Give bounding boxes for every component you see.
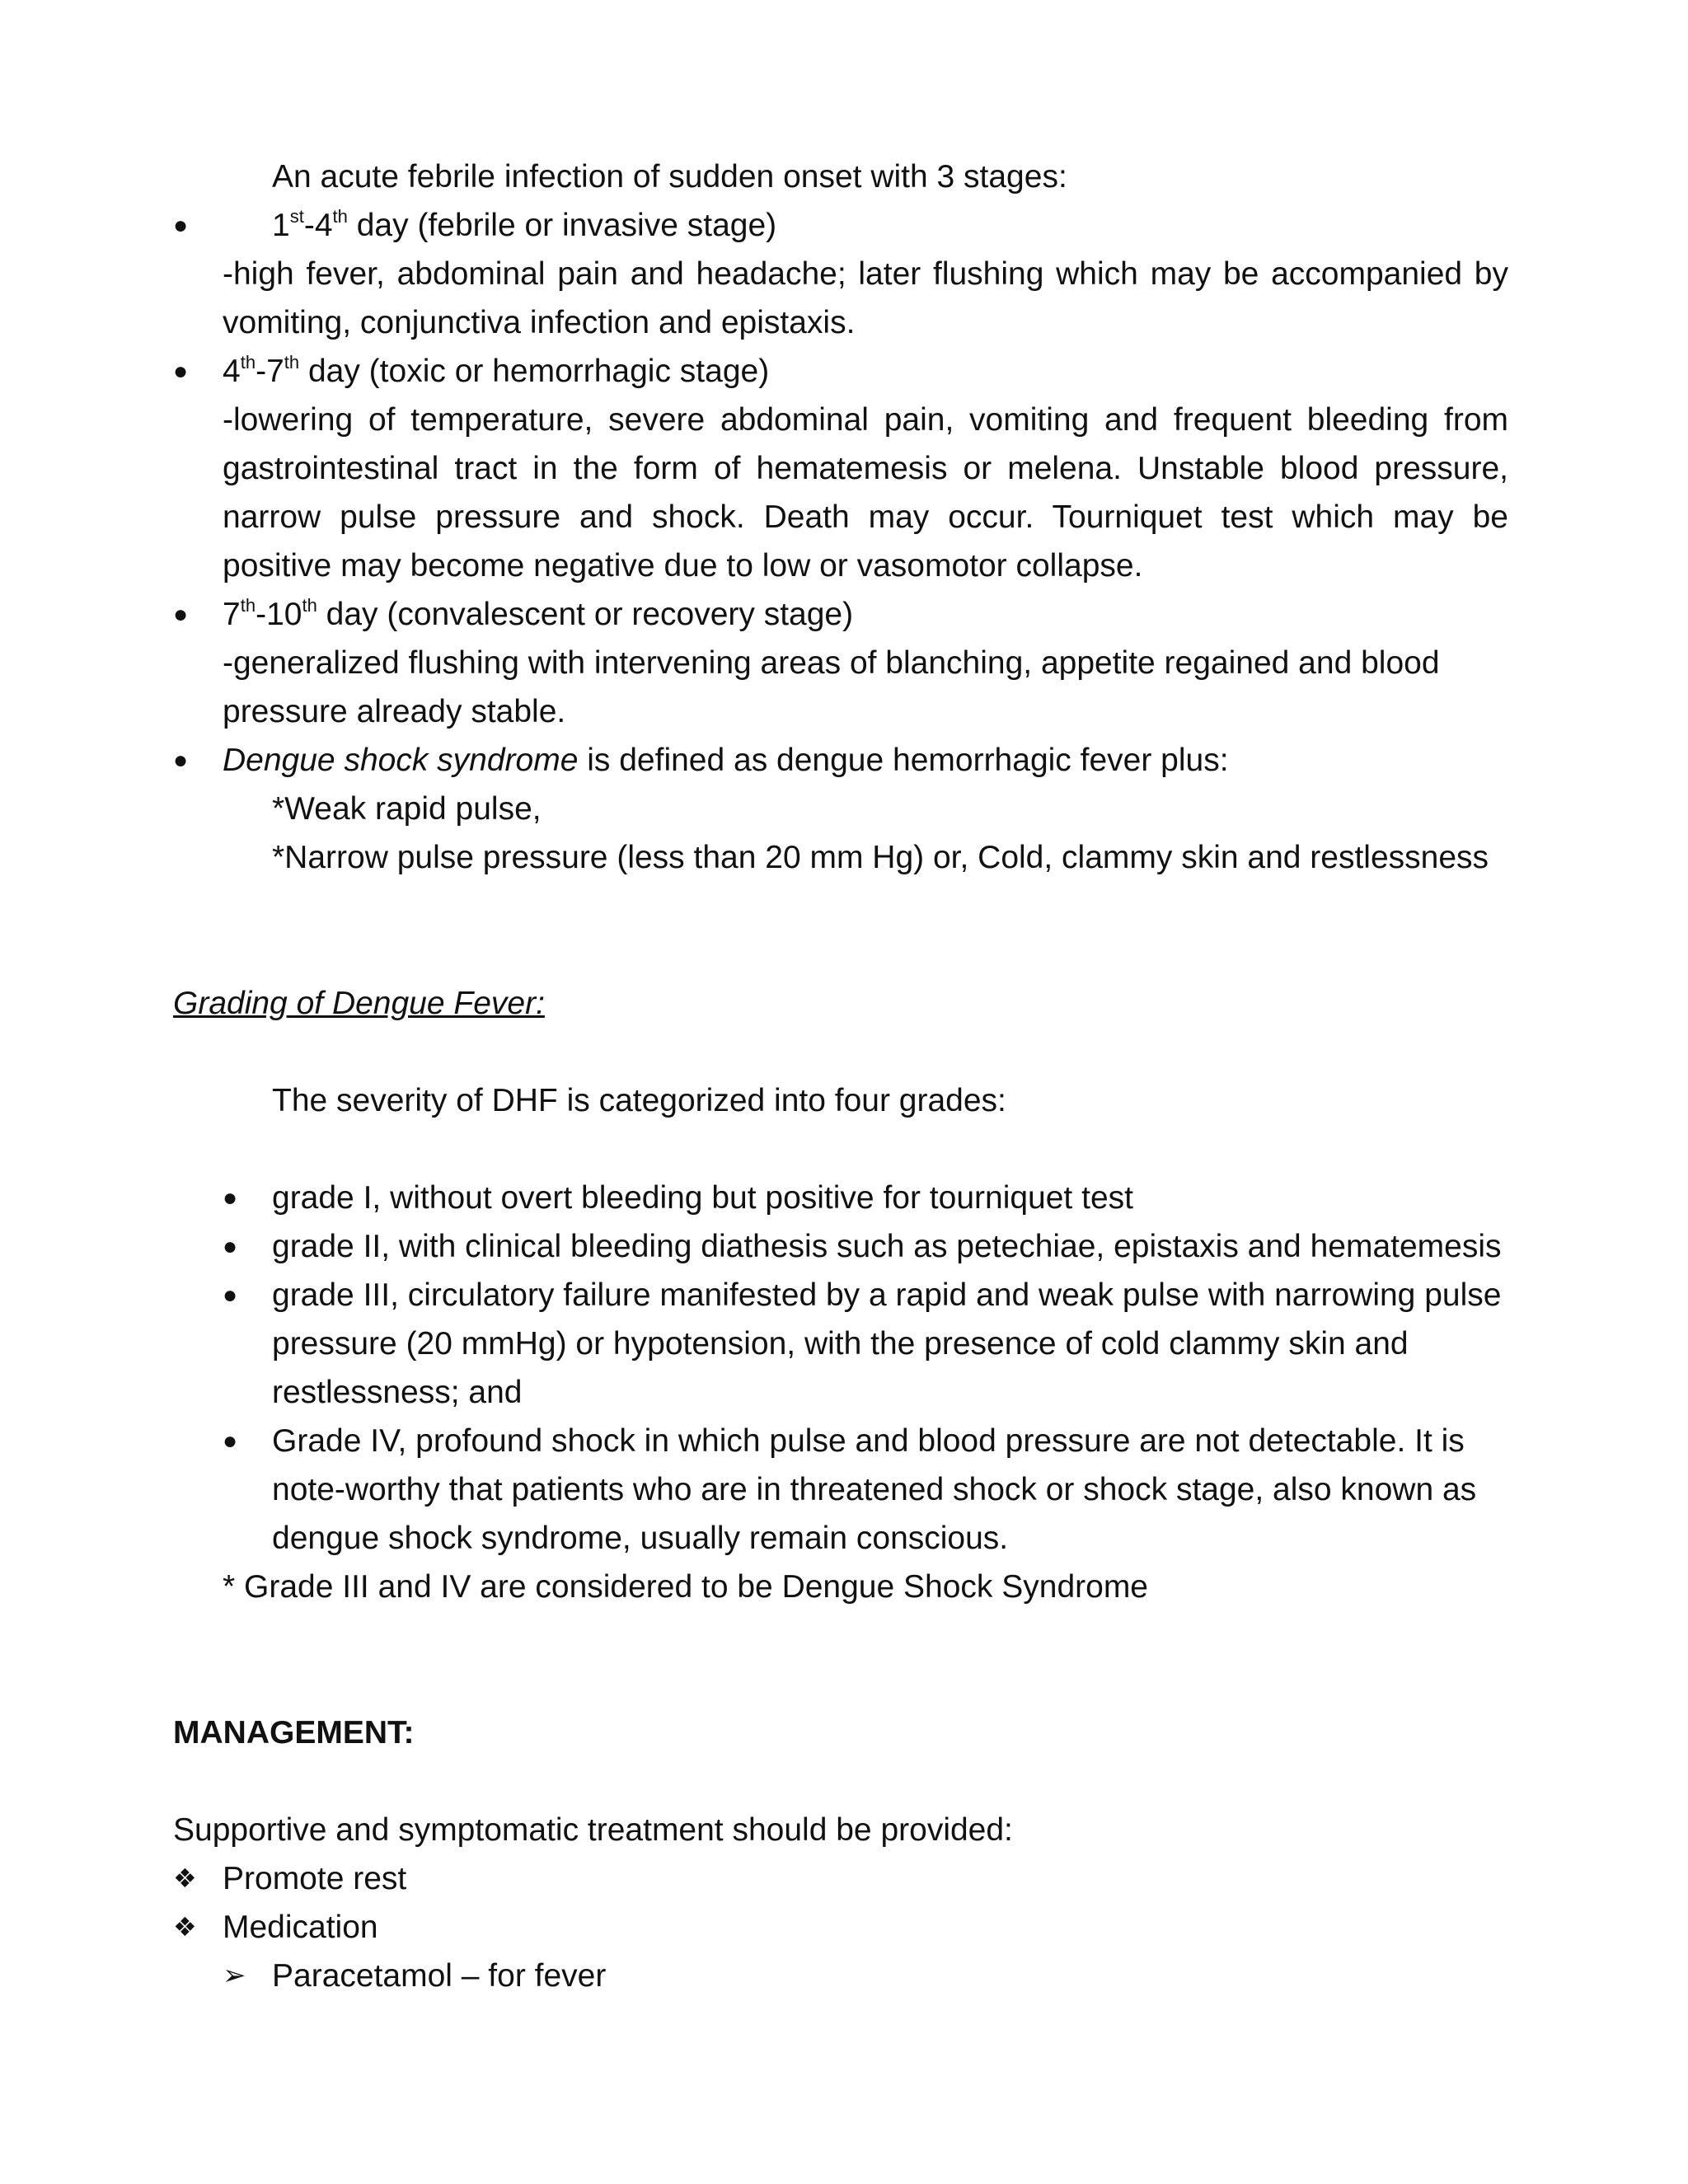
diamond-bullet-icon: ❖	[173, 1863, 197, 1893]
bullet-icon: ●	[223, 1184, 238, 1212]
grade-item-3-line: grade III, circulatory failure manifested by a rapid and weak pulse with narrowing pulse	[272, 1277, 1502, 1313]
stage-1-desc-line: -high fever, abdominal pain and headache; later flushing which may be accompanied by	[223, 256, 1508, 292]
dss-criterion: *Weak rapid pulse,	[272, 791, 542, 827]
grading-intro: The severity of DHF is categorized into four grades:	[272, 1083, 1006, 1118]
bullet-icon: ●	[223, 1427, 238, 1455]
diamond-bullet-icon: ❖	[173, 1912, 197, 1942]
grading-note: * Grade III and IV are considered to be Dengue Shock Syndrome	[223, 1569, 1149, 1605]
stage-3-desc-line: pressure already stable.	[223, 694, 566, 729]
management-heading: MANAGEMENT:	[173, 1715, 415, 1750]
management-intro: Supportive and symptomatic treatment should be provided:	[173, 1812, 1013, 1848]
bullet-icon: ●	[173, 747, 189, 774]
bullet-icon: ●	[173, 358, 189, 385]
grade-item-4-line: Grade IV, profound shock in which pulse and blood pressure are not detectable. It is	[272, 1423, 1465, 1459]
bullet-icon: ●	[223, 1282, 238, 1309]
dss-definition: Dengue shock syndrome is defined as dengue hemorrhagic fever plus:	[223, 743, 1229, 778]
management-item: Medication	[223, 1910, 378, 1945]
stage-3-title: 7th-10th day (convalescent or recovery stage)	[223, 595, 854, 632]
stage-3-desc-line: -generalized flushing with intervening areas of blanching, appetite regained and blood	[223, 645, 1440, 681]
stage-2-desc-line: positive may become negative due to low or vasomotor collapse.	[223, 548, 1143, 583]
grade-item-1: grade I, without overt bleeding but positive for tourniquet test	[272, 1180, 1133, 1216]
stage-1-desc-line: vomiting, conjunctiva infection and epistaxis.	[223, 305, 856, 340]
intro-text: An acute febrile infection of sudden onset with 3 stages:	[272, 159, 1067, 194]
dss-criterion: *Narrow pulse pressure (less than 20 mm Hg) or, Cold, clammy skin and restlessness	[272, 840, 1489, 875]
grade-item-3-line: restlessness; and	[272, 1375, 523, 1410]
grade-item-2: grade II, with clinical bleeding diathesis such as petechiae, epistaxis and hematemesis	[272, 1229, 1502, 1264]
bullet-icon: ●	[173, 601, 189, 628]
stage-2-desc-line: -lowering of temperature, severe abdominal pain, vomiting and frequent bleeding from	[223, 402, 1508, 438]
stage-2-title: 4th-7th day (toxic or hemorrhagic stage)	[223, 352, 770, 389]
grading-heading: Grading of Dengue Fever:	[173, 986, 545, 1021]
stage-1-title: 1st-4th day (febrile or invasive stage)	[272, 206, 777, 243]
management-sub-item: Paracetamol – for fever	[272, 1958, 607, 1994]
bullet-icon: ●	[173, 212, 189, 239]
management-item: Promote rest	[223, 1861, 407, 1896]
stage-2-desc-line: narrow pulse pressure and shock. Death may occur. Tourniquet test which may be	[223, 499, 1508, 535]
arrow-bullet-icon: ➢	[223, 1960, 246, 1991]
grade-item-3-line: pressure (20 mmHg) or hypotension, with the presence of cold clammy skin and	[272, 1326, 1409, 1361]
stage-2-desc-line: gastrointestinal tract in the form of hematemesis or melena. Unstable blood pressure,	[223, 451, 1508, 486]
dss-term: Dengue shock syndrome	[223, 743, 579, 778]
grade-item-4-line: dengue shock syndrome, usually remain conscious.	[272, 1521, 1009, 1556]
bullet-icon: ●	[223, 1233, 238, 1260]
grade-item-4-line: note-worthy that patients who are in threatened shock or shock stage, also known as	[272, 1472, 1477, 1507]
